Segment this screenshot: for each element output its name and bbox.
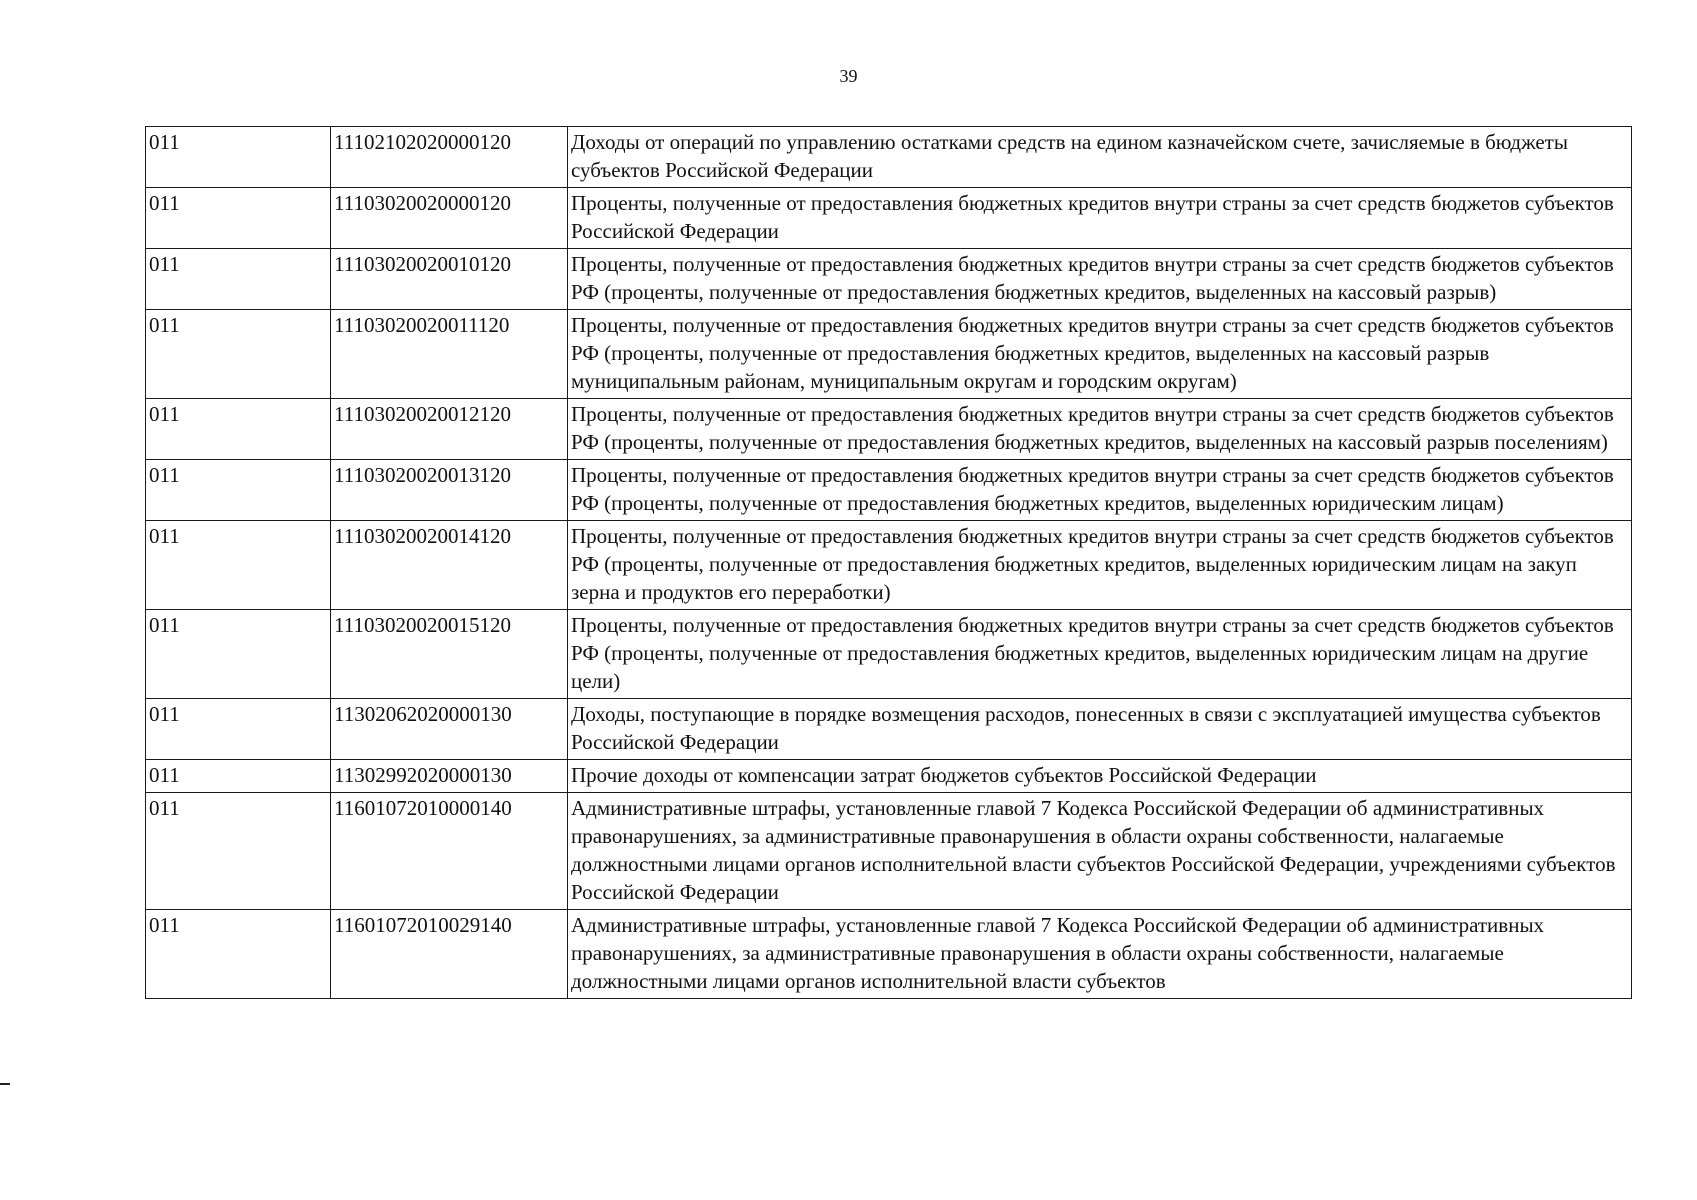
- table-row: [146, 760, 1632, 793]
- table-row: [146, 699, 1632, 760]
- budget-code-cell: 11601072010029140: [331, 910, 568, 999]
- income-name-cell: Административные штрафы, установленные главой 7 Кодекса Российской Федерации об административных правонарушениях, за административные правонарушения в области охраны собственности, налагаемые должностными лицами органов исполнительной власти субъектов Российской Федерации, учреждениями субъектов Российской Федерации: [568, 793, 1632, 910]
- page-number: 39: [839, 66, 858, 86]
- scan-edge-mark: [0, 1083, 10, 1085]
- table-row: [146, 310, 1632, 399]
- admin-code-cell: 011: [146, 399, 331, 460]
- admin-code-cell: 011: [146, 521, 331, 610]
- budget-code-cell: 11103020020010120: [331, 249, 568, 310]
- budget-code-cell: 11103020020000120: [331, 188, 568, 249]
- admin-code-cell: 011: [146, 793, 331, 910]
- table-row: [146, 460, 1632, 521]
- budget-code-cell: 11302062020000130: [331, 699, 568, 760]
- income-name-cell: Доходы от операций по управлению остатками средств на едином казначейском счете, зачисляемые в бюджеты субъектов Российской Федерации: [568, 127, 1632, 188]
- budget-code-cell: 11103020020011120: [331, 310, 568, 399]
- budget-code-cell: 11103020020014120: [331, 521, 568, 610]
- admin-code-cell: 011: [146, 910, 331, 999]
- budget-code-cell: 11102102020000120: [331, 127, 568, 188]
- income-name-cell: Проценты, полученные от предоставления бюджетных кредитов внутри страны за счет средств бюджетов субъектов РФ (проценты, полученные от предоставления бюджетных кредитов, выделенных на кассовый разрыв муниципальным районам, муниципальным округам и городским округам): [568, 310, 1632, 399]
- table-row: [146, 610, 1632, 699]
- table-row: [146, 188, 1632, 249]
- table-row: [146, 793, 1632, 910]
- admin-code-cell: 011: [146, 460, 331, 521]
- income-name-cell: Проценты, полученные от предоставления бюджетных кредитов внутри страны за счет средств бюджетов субъектов Российской Федерации: [568, 188, 1632, 249]
- budget-code-cell: 11103020020015120: [331, 610, 568, 699]
- budget-code-cell: 11302992020000130: [331, 760, 568, 793]
- table-row: [146, 127, 1632, 188]
- table-row: [146, 399, 1632, 460]
- admin-code-cell: 011: [146, 188, 331, 249]
- table-row: [146, 249, 1632, 310]
- admin-code-cell: 011: [146, 699, 331, 760]
- income-name-cell: Проценты, полученные от предоставления бюджетных кредитов внутри страны за счет средств бюджетов субъектов РФ (проценты, полученные от предоставления бюджетных кредитов, выделенных на кассовый разрыв): [568, 249, 1632, 310]
- admin-code-cell: 011: [146, 610, 331, 699]
- income-name-cell: Административные штрафы, установленные главой 7 Кодекса Российской Федерации об административных правонарушениях, за административные правонарушения в области охраны собственности, налагаемые должностными лицами органов исполнительной власти субъектов: [568, 910, 1632, 999]
- income-name-cell: Проценты, полученные от предоставления бюджетных кредитов внутри страны за счет средств бюджетов субъектов РФ (проценты, полученные от предоставления бюджетных кредитов, выделенных юридическим лицам): [568, 460, 1632, 521]
- table-row: [146, 910, 1632, 999]
- admin-code-cell: 011: [146, 127, 331, 188]
- income-name-cell: Проценты, полученные от предоставления бюджетных кредитов внутри страны за счет средств бюджетов субъектов РФ (проценты, полученные от предоставления бюджетных кредитов, выделенных юридическим лицам на закуп зерна и продуктов его переработки): [568, 521, 1632, 610]
- income-name-cell: Проценты, полученные от предоставления бюджетных кредитов внутри страны за счет средств бюджетов субъектов РФ (проценты, полученные от предоставления бюджетных кредитов, выделенных юридическим лицам на другие цели): [568, 610, 1632, 699]
- budget-code-cell: 11103020020012120: [331, 399, 568, 460]
- revenue-codes-table: [145, 126, 1632, 999]
- table-row: [146, 521, 1632, 610]
- admin-code-cell: 011: [146, 760, 331, 793]
- admin-code-cell: 011: [146, 310, 331, 399]
- admin-code-cell: 011: [146, 249, 331, 310]
- budget-code-cell: 11103020020013120: [331, 460, 568, 521]
- income-name-cell: Доходы, поступающие в порядке возмещения расходов, понесенных в связи с эксплуатацией имущества субъектов Российской Федерации: [568, 699, 1632, 760]
- income-name-cell: Проценты, полученные от предоставления бюджетных кредитов внутри страны за счет средств бюджетов субъектов РФ (проценты, полученные от предоставления бюджетных кредитов, выделенных на кассовый разрыв поселениям): [568, 399, 1632, 460]
- budget-code-cell: 11601072010000140: [331, 793, 568, 910]
- income-name-cell: Прочие доходы от компенсации затрат бюджетов субъектов Российской Федерации: [568, 760, 1632, 793]
